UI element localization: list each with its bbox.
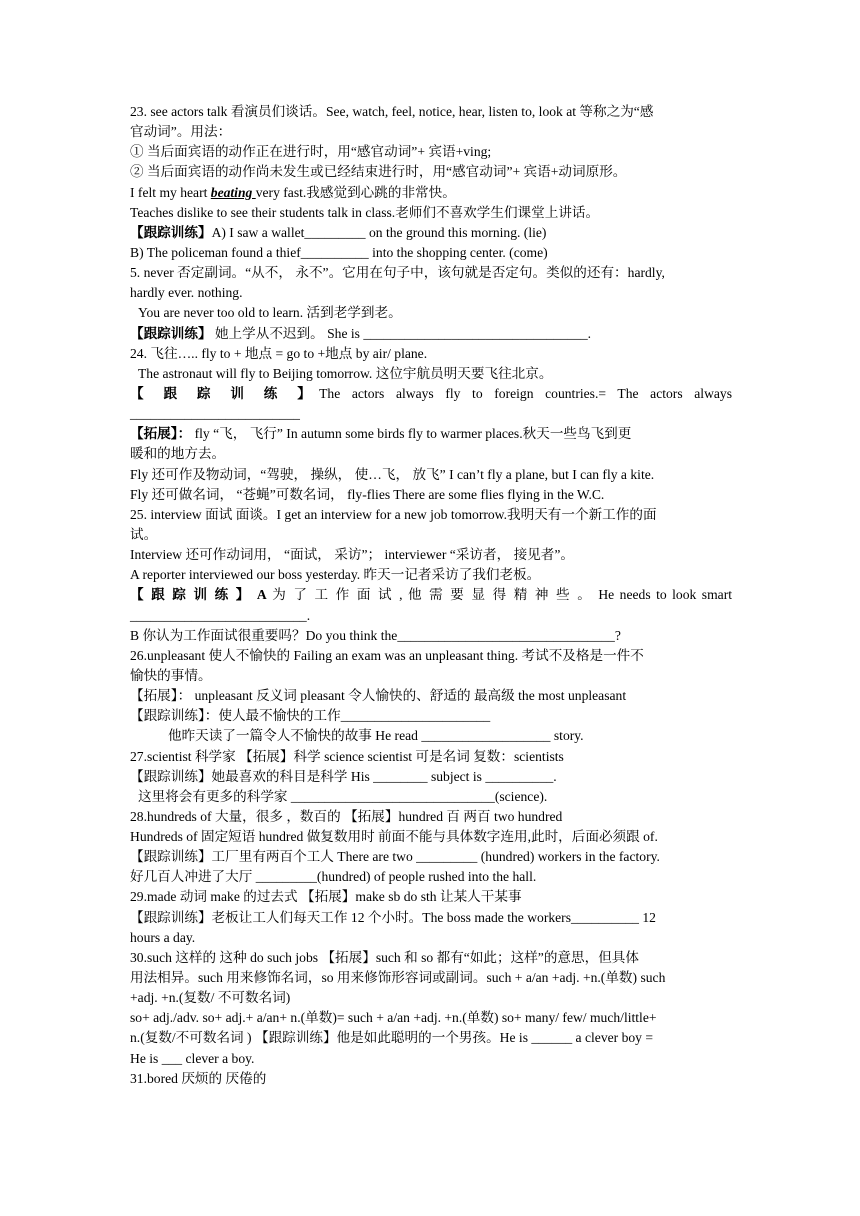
text-line: 他昨天读了一篇令人不愉快的故事 He read ___________________ story. <box>168 728 584 744</box>
text-line: 愉快的事情。 <box>130 667 212 683</box>
text-line <box>130 585 732 605</box>
text-line: The astronaut will fly to Beijing tomorrow. 这位宇航员明天要飞往北京。 <box>138 365 553 381</box>
text-line: A reporter interviewed our boss yesterday. 昨天一记者采访了我们老板。 <box>130 567 541 583</box>
text-line <box>130 424 732 444</box>
text-line: 28.hundreds of 大量，很多 ，数百的 【拓展】hundred 百 两百 two hundred <box>130 808 563 824</box>
section-label: 【拓展】： <box>130 426 192 442</box>
text-line: Interview 还可作动词用， “面试， 采访”； interviewer “采访者， 接见者”。 <box>130 547 574 563</box>
text-line: You are never too old to learn. 活到老学到老。 <box>138 305 402 321</box>
text-line: 24. 飞往….. fly to + 地点 = go to +地点 by air/ plane. <box>130 345 428 361</box>
text-line: hours a day. <box>130 929 196 945</box>
section-label: 【 跟 踪 训 练 】 A <box>130 587 267 603</box>
text-line: B) The policeman found a thief__________ into the shopping center. (come) <box>130 244 548 260</box>
text-line: 29.made 动词 make 的过去式 【拓展】make sb do sth 让某人干某事 <box>130 889 522 905</box>
section-label: 【跟踪训练】 <box>130 224 212 240</box>
text-line: Fly 还可作及物动词，“驾驶， 操纵， 使…飞， 放飞” I can’t fly a plane, but I can fly a kite. <box>130 466 655 482</box>
text-line <box>130 183 732 203</box>
text-line: 这里将会有更多的科学家 ______________________________(science). <box>138 788 548 804</box>
emphasized-word: beating <box>210 184 256 200</box>
text-run: A) I saw a wallet_________ on the ground this morning. (lie) <box>211 224 547 240</box>
text-line: 【拓展】： unpleasant 反义词 pleasant 令人愉快的、舒适的 最高级 the most unpleasant <box>130 688 627 704</box>
text-line: 好几百人冲进了大厅 _________(hundred) of people rushed into the hall. <box>130 869 537 885</box>
text-line: Hundreds of 固定短语 hundred 做复数用时 前面不能与具体数字连用,此时，后面必须跟 of. <box>130 829 658 845</box>
text-run: 她上学从不迟到。 She is _________________________________. <box>211 325 592 341</box>
section-label: 【 跟 踪 训 练 】 <box>130 385 320 401</box>
text-line: n.(复数/不可数名词 ) 【跟踪训练】他是如此聪明的一个男孩。He is ______ a clever boy = <box>130 1030 654 1046</box>
text-run: 为 了 工 作 面 试 , 他 需 要 显 得 精 神 些 。 He needs to look smart <box>266 587 732 603</box>
text-line <box>130 324 732 344</box>
text-line: 试。 <box>130 526 158 542</box>
text-run: The actors always fly to foreign countries.= The actors always <box>319 385 732 401</box>
text-line: 【跟踪训练】老板让工人们每天工作 12 个小时。The boss made the workers__________ 12 <box>130 909 656 925</box>
text-line: ① 当后面宾语的动作正在进行时，用“感官动词”+ 宾语+ving; <box>130 144 492 160</box>
text-line: 【跟踪训练】她最喜欢的科目是科学 His ________ subject is __________. <box>130 768 557 784</box>
text-line: Teaches dislike to see their students talk in class.老师们不喜欢学生们课堂上讲话。 <box>130 204 600 220</box>
text-line: so+ adj./adv. so+ adj.+ a/an+ n.(单数)= such + a/an +adj. +n.(单数) so+ many/ few/ much/little+ <box>130 1010 657 1026</box>
text-line: 暖和的地方去。 <box>130 446 226 462</box>
document-page <box>130 102 732 1089</box>
text-line: 25. interview 面试 面谈。I get an interview for a new job tomorrow.我明天有一个新工作的面 <box>130 506 657 522</box>
text-line: 5. never 否定副词。“从不， 永不”。它用在句子中，该句就是否定句。类似的还有：hardly, <box>130 265 665 281</box>
text-line: 31.bored 厌烦的 厌倦的 <box>130 1070 267 1086</box>
text-run: very fast.我感觉到心跳的非常快。 <box>255 184 456 200</box>
text-line: 23. see actors talk 看演员们谈话。See, watch, feel, notice, hear, listen to, look at 等称之为“感 <box>130 104 654 119</box>
text-line: 用法相异。such 用来修饰名词，so 用来修饰形容词或副词。such + a/an +adj. +n.(单数) such <box>130 970 666 986</box>
text-line: ② 当后面宾语的动作尚未发生或已经结束进行时，用“感官动词”+ 宾语+动词原形。 <box>130 164 627 180</box>
text-run: fly “飞， 飞行” In autumn some birds fly to warmer places.秋天一些鸟飞到更 <box>191 426 632 442</box>
text-line: 27.scientist 科学家 【拓展】科学 science scientist 可是名词 复数：scientists <box>130 748 564 764</box>
text-line: 官动词”。用法： <box>130 124 232 140</box>
text-line: hardly ever. nothing. <box>130 285 243 301</box>
text-line: 30.such 这样的 这种 do such jobs 【拓展】such 和 so 都有“如此；这样”的意思，但具体 <box>130 949 639 965</box>
text-line: Fly 还可做名词， “苍蝇”可数名词， fly-flies There are some flies flying in the W.C. <box>130 486 605 502</box>
text-line: __________________________. <box>130 607 311 623</box>
text-line <box>130 223 732 243</box>
text-line <box>130 384 732 404</box>
text-line: 【跟踪训练】：使人最不愉快的工作______________________ <box>130 708 491 724</box>
text-line: B 你认为工作面试很重要吗？Do you think the________________________________? <box>130 627 621 643</box>
text-line: He is ___ clever a boy. <box>130 1050 255 1066</box>
text-line: 26.unpleasant 使人不愉快的 Failing an exam was an unpleasant thing. 考试不及格是一件不 <box>130 647 644 663</box>
text-run: I felt my heart <box>130 184 211 200</box>
text-line: _________________________ <box>130 406 300 422</box>
text-line: +adj. +n.(复数/ 不可数名词) <box>130 990 291 1006</box>
text-line: 【跟踪训练】工厂里有两百个工人 There are two _________ (hundred) workers in the factory. <box>130 849 660 865</box>
section-label: 【跟踪训练】 <box>130 325 212 341</box>
